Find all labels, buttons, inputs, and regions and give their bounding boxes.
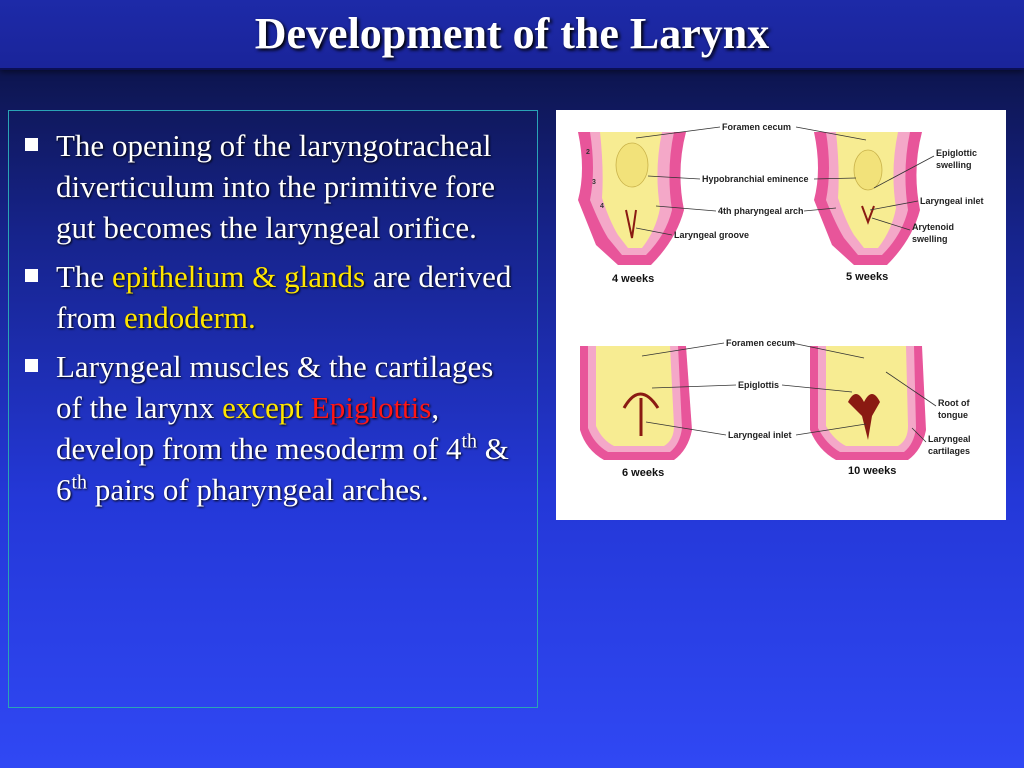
bullet-2-pre: The — [56, 259, 112, 294]
caption-5-weeks: 5 weeks — [846, 271, 889, 283]
label-4th-pharyngeal-arch: 4th pharyngeal arch — [718, 206, 804, 216]
label-laryngeal-cartilages-1: Laryngeal — [928, 434, 971, 444]
bullet-text-3 — [56, 346, 525, 510]
highlight-epiglottis: Epiglottis — [310, 390, 432, 425]
superscript-th-1: th — [461, 430, 478, 453]
caption-10-weeks: 10 weeks — [848, 465, 897, 477]
panel-6-weeks — [580, 346, 692, 479]
label-arytenoid-2: swelling — [912, 234, 948, 244]
label-arytenoid-1: Arytenoid — [912, 222, 955, 232]
bullet-item-3 — [19, 346, 525, 510]
arch-number-3: 3 — [592, 179, 596, 186]
label-root-of-tongue-2: tongue — [938, 410, 968, 420]
bullet-text-box — [8, 110, 538, 708]
bullet-3-mid: , develop from the mesoderm of 4 — [56, 390, 462, 466]
slide-title: Development of the Larynx — [254, 9, 770, 58]
bullet-3-mid2: & 6 — [56, 431, 509, 507]
bullet-3-pre: Laryngeal muscles & the cartilages of the larynx — [56, 349, 494, 425]
bullet-marker-icon — [25, 138, 38, 151]
superscript-th-2: th — [71, 471, 88, 494]
label-laryngeal-groove: Laryngeal groove — [674, 230, 750, 240]
label-laryngeal-inlet-top: Laryngeal inlet — [920, 196, 984, 206]
label-foramen-cecum-top: Foramen cecum — [722, 122, 792, 132]
bullet-item-1 — [19, 125, 525, 248]
bullet-item-2 — [19, 256, 525, 338]
label-epiglottis: Epiglottis — [738, 380, 779, 390]
bullet-marker-icon — [25, 359, 38, 372]
label-laryngeal-inlet-bottom: Laryngeal inlet — [728, 430, 792, 440]
bullet-3-space — [303, 390, 311, 425]
caption-6-weeks: 6 weeks — [622, 467, 665, 479]
bullet-2-mid: are derived from — [56, 259, 512, 335]
panel-4-weeks — [578, 132, 686, 285]
panel-10-weeks — [810, 346, 926, 477]
bullet-marker-icon — [25, 269, 38, 282]
label-hypobranchial-eminence: Hypobranchial eminence — [702, 174, 809, 184]
larynx-development-figure — [556, 110, 1006, 520]
label-epiglottic-swelling-1: Epiglottic — [936, 148, 977, 158]
larynx-diagram — [556, 110, 1006, 520]
label-foramen-cecum-bottom: Foramen cecum — [726, 338, 796, 348]
label-laryngeal-cartilages-2: cartilages — [928, 446, 971, 456]
panel-5-weeks — [814, 132, 922, 283]
bullet-text-1: The opening of the laryngotracheal diverticulum into the primitive fore gut becomes the laryngeal orifice. — [56, 128, 496, 245]
bullet-3-post: pairs of pharyngeal arches. — [87, 472, 429, 507]
label-root-of-tongue-1: Root of — [938, 398, 970, 408]
title-bar — [0, 0, 1024, 70]
arch-number-4: 4 — [600, 203, 604, 210]
bullet-text-2 — [56, 256, 525, 338]
arch-number-2: 2 — [586, 149, 590, 156]
label-epiglottic-swelling-2: swelling — [936, 160, 972, 170]
highlight-endoderm: endoderm. — [124, 300, 256, 335]
caption-4-weeks: 4 weeks — [612, 273, 655, 285]
highlight-except: except — [222, 390, 304, 425]
highlight-epithelium: epithelium & glands — [111, 259, 366, 294]
bullet-list — [9, 111, 537, 510]
